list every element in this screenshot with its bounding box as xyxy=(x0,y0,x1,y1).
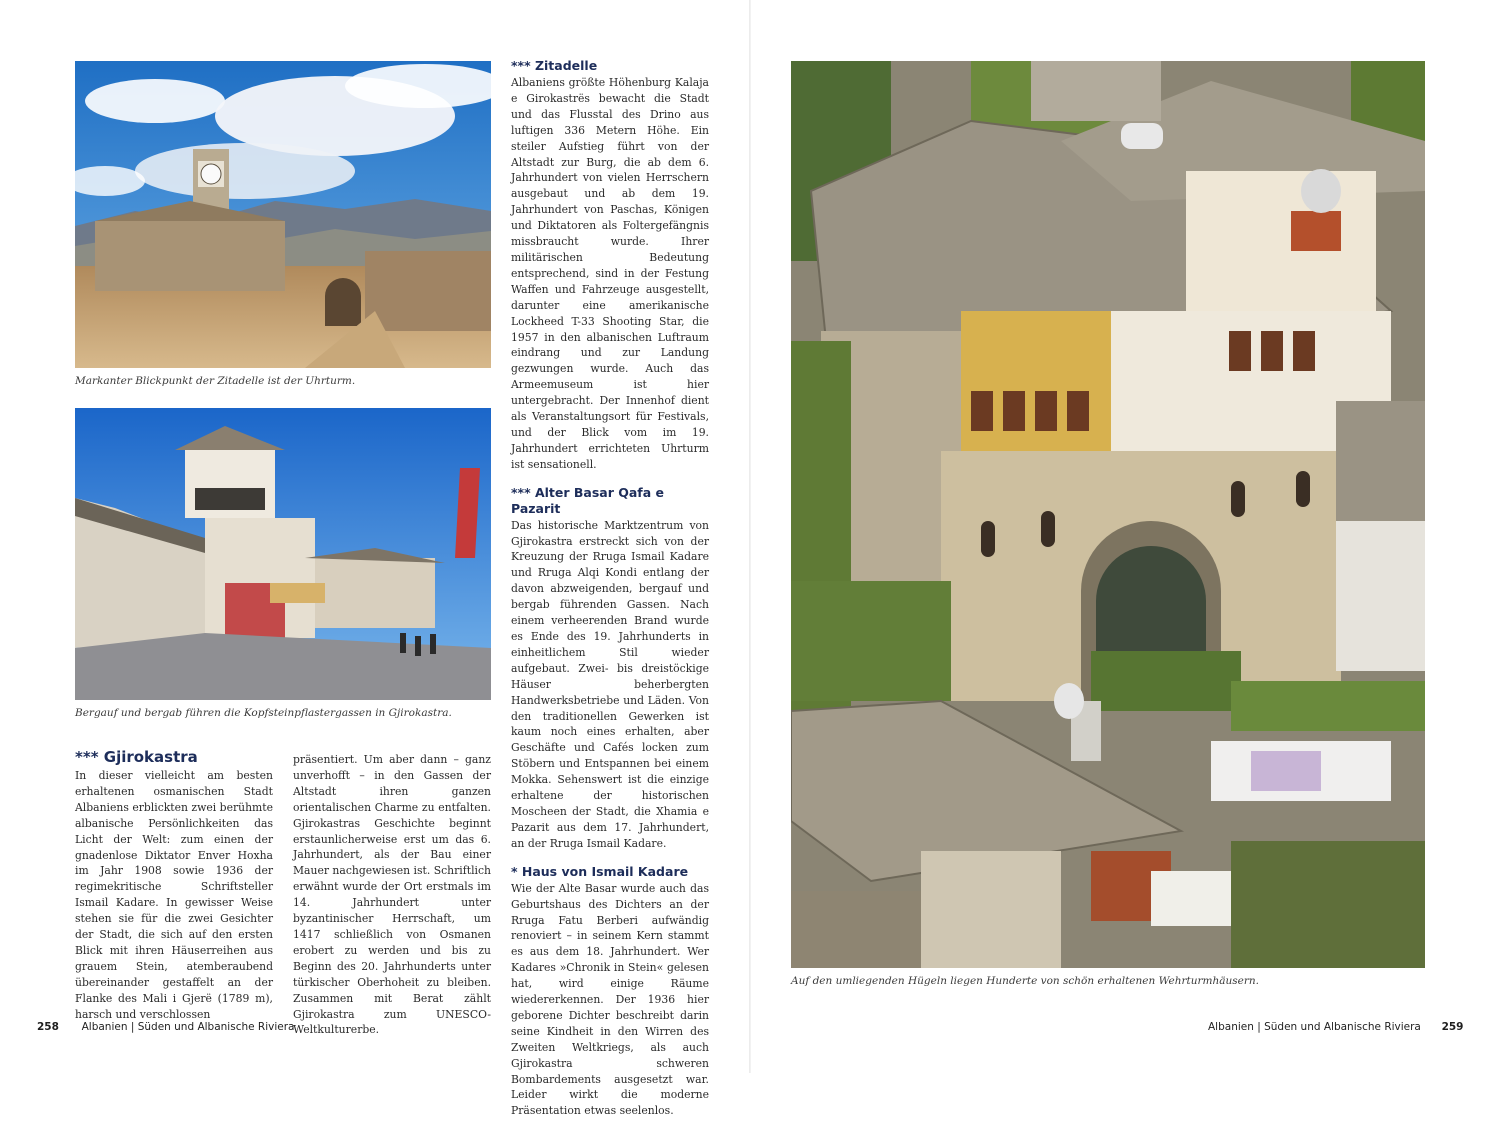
houses-caption: Auf den umliegenden Hügeln liegen Hunderte von schön erhaltenen Wehrturmhäusern. xyxy=(791,975,1259,987)
left-running-header: Albanien | Süden und Albanische Riviera xyxy=(81,1021,295,1033)
gjirokastra-text-part-2: präsentiert. Um aber dann – ganz unverhofft – in den Gassen der Altstadt ihren ganzen orientalischen Charme zu entfalten. Gjirokastras Geschichte beginnt erstaunlicherweise erst um das 6. Jahrhundert, als der Bau einer Mauer nachgewiesen ist. Schriftlich erwähnt wurde der Ort erstmals im 14. Jahrhundert unter byzantinischer Herrschaft, um 1417 schließlich von Osmanen erobert zu werden und bis zu Beginn des 20. Jahrhunderts unter türkischer Oberhoheit zu bleiben. Zusammen mit Berat zählt Gjirokastra zum UNESCO-Weltkulturerbe. xyxy=(293,753,491,1037)
right-page-number: 259 xyxy=(1441,1021,1464,1033)
clocktower-photo xyxy=(75,61,491,368)
gjirokastra-text-part-1: In dieser vielleicht am besten erhaltenen osmanischen Stadt Albaniens erblickten zwei berühmte albanische Persönlichkeiten das Licht der Welt: zum einen der gnadenlose Diktator Enver Hoxha im Jahr 1908 sowie 1936 der regimekritische Schriftsteller Ismail Kadare. In gewisser Weise stehen sie für die zwei Gesichter der Stadt, die sich auf den ersten Blick mit ihren Häuserreihen aus grauem Stein, atemberaubend übereinander gestaffelt an der Flanke des Mali i Gjerë (1789 m), harsch und verschlossen xyxy=(75,769,273,1021)
zitadelle-text: Albaniens größte Höhenburg Kalaja e Girokastrës bewacht die Stadt und das Flusstal des Drino aus luftigen 336 Metern Höhe. Ein steiler Aufstieg führt von der Altstadt zur Burg, die ab dem 6. Jahrhundert von vielen Herrschern ausgebaut und ab dem 19. Jahrhundert von Paschas, Königen und Diktatoren als Foltergefängnis missbraucht wurde. Ihrer militärischen Bedeutung entsprechend, sind in der Festung Waffen und Fahrzeuge ausgestellt, darunter eine amerikanische Lockheed T-33 Shooting Star, die 1957 in den albanischen Luftraum eindrang und zur Landung gezwungen wurde. Auch das Armeemuseum ist hier untergebracht. Der Innenhof dient als Veranstaltungsort für Festivals, und der Blick vom im 19. Jahrhundert errichteten Uhrturm ist sensationell. xyxy=(511,76,709,471)
basar-section xyxy=(511,485,709,852)
clocktower-caption: Markanter Blickpunkt der Zitadelle ist der Uhrturm. xyxy=(75,375,356,387)
zitadelle-section xyxy=(511,58,709,473)
houses-photo xyxy=(791,61,1425,968)
basar-text: Das historische Marktzentrum von Gjirokastra erstreckt sich von der Kreuzung der Rruga Ismail Kadare und Rruga Alqi Kondi entlang der davon abzweigenden, bergauf und bergab führenden Gassen. Nach einem verheerenden Brand wurde es Ende des 19. Jahrhunderts in einheitlichem Stil wieder aufgebaut. Zwei- bis dreistöckige Häuser beherbergten Handwerksbetriebe und Läden. Von den traditionellen Gewerken ist kaum noch eines erhalten, aber Geschäfte und Cafés locken zum Stöbern und Entspannen bei einem Mokka. Sehenswert ist die einzige erhaltene der historischen Moscheen der Stadt, die Xhamia e Pazarit aus dem 17. Jahrhundert, an der Rruga Ismail Kadare. xyxy=(511,518,709,850)
gjirokastra-column-2 xyxy=(293,752,491,1038)
street-caption: Bergauf und bergab führen die Kopfsteinpflastergassen in Gjirokastra. xyxy=(75,707,452,719)
kadare-section xyxy=(511,864,709,1120)
basar-heading: *** Alter Basar Qafa e Pazarit xyxy=(511,484,665,516)
page-gutter xyxy=(749,0,751,1073)
left-footer xyxy=(37,1021,294,1033)
gjirokastra-heading: *** Gjirokastra xyxy=(75,748,198,766)
kadare-heading: * Haus von Ismail Kadare xyxy=(511,863,689,879)
gjirokastra-column-1 xyxy=(75,748,273,1023)
kadare-text: Wie der Alte Basar wurde auch das Geburtshaus des Dichters an der Rruga Fatu Berberi aufwändig renoviert – in seinem Kern stammt es aus dem 18. Jahrhundert. Wer Kadares »Chronik in Stein« gelesen hat, wird einige Räume wiedererkennen. Der 1936 hier geborene Dichter beschreibt darin seine Kindheit in den Wirren des Zweiten Weltkriegs, als auch Gjirokastra schweren Bombardements ausgesetzt war. Leider wirkt die moderne Präsentation etwas seelenlos. xyxy=(511,881,709,1118)
zitadelle-heading: *** Zitadelle xyxy=(511,58,598,73)
left-page-number: 258 xyxy=(37,1021,59,1033)
street-photo xyxy=(75,408,491,700)
right-running-header: Albanien | Süden und Albanische Riviera xyxy=(1208,1021,1421,1033)
sidebar-text-column xyxy=(511,58,709,1131)
right-footer xyxy=(1208,1021,1463,1033)
